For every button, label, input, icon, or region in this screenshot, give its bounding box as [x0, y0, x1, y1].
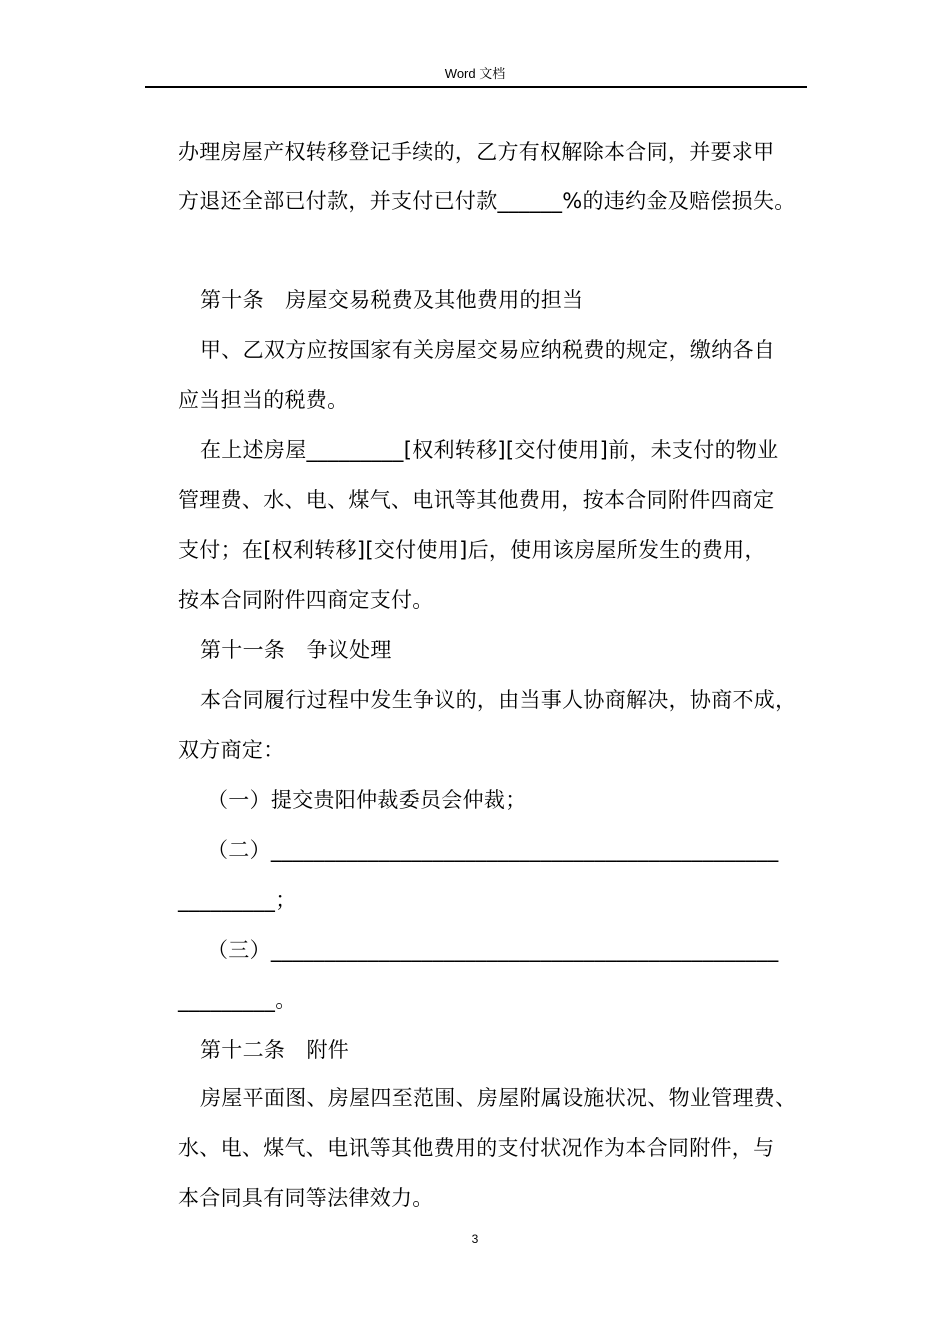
paragraph-line: 办理房屋产权转移登记手续的，乙方有权解除本合同，并要求甲 [178, 140, 775, 164]
list-item-continuation: _________； [178, 888, 297, 912]
paragraph-line: 水、电、煤气、电讯等其他费用的支付状况作为本合同附件，与 [178, 1136, 775, 1160]
header-divider [145, 86, 807, 88]
paragraph-line: 甲、乙双方应按国家有关房屋交易应纳税费的规定，缴纳各自 [200, 338, 776, 362]
page-number: 3 [471, 1232, 479, 1246]
paragraph-line: 按本合同附件四商定支付。 [178, 588, 434, 612]
paragraph-line: 方退还全部已付款，并支付已付款______%的违约金及赔偿损失。 [178, 189, 796, 213]
article-10-heading: 第十条 房屋交易税费及其他费用的担当 [200, 288, 584, 312]
list-item: （三）_______________________________________________ [207, 938, 779, 962]
paragraph-line: 本合同具有同等法律效力。 [178, 1186, 434, 1210]
paragraph-line: 支付；在[权利转移][交付使用]后，使用该房屋所发生的费用， [178, 538, 766, 562]
header-title: Word 文档 [444, 66, 506, 81]
article-12-heading: 第十二条 附件 [200, 1038, 350, 1062]
paragraph-line: 在上述房屋_________[权利转移][交付使用]前，未支付的物业 [200, 438, 779, 462]
list-item: （一）提交贵阳仲裁委员会仲裁； [207, 788, 527, 812]
paragraph-line: 应当担当的税费。 [178, 388, 349, 412]
paragraph-line: 本合同履行过程中发生争议的，由当事人协商解决，协商不成， [200, 688, 797, 712]
paragraph-line: 管理费、水、电、煤气、电讯等其他费用，按本合同附件四商定 [178, 488, 775, 512]
list-item: （二）_______________________________________________ [207, 838, 779, 862]
article-11-heading: 第十一条 争议处理 [200, 638, 392, 662]
paragraph-line: 双方商定： [178, 738, 285, 762]
list-item-continuation: _________。 [178, 988, 297, 1012]
paragraph-line: 房屋平面图、房屋四至范围、房屋附属设施状况、物业管理费、 [200, 1086, 797, 1110]
